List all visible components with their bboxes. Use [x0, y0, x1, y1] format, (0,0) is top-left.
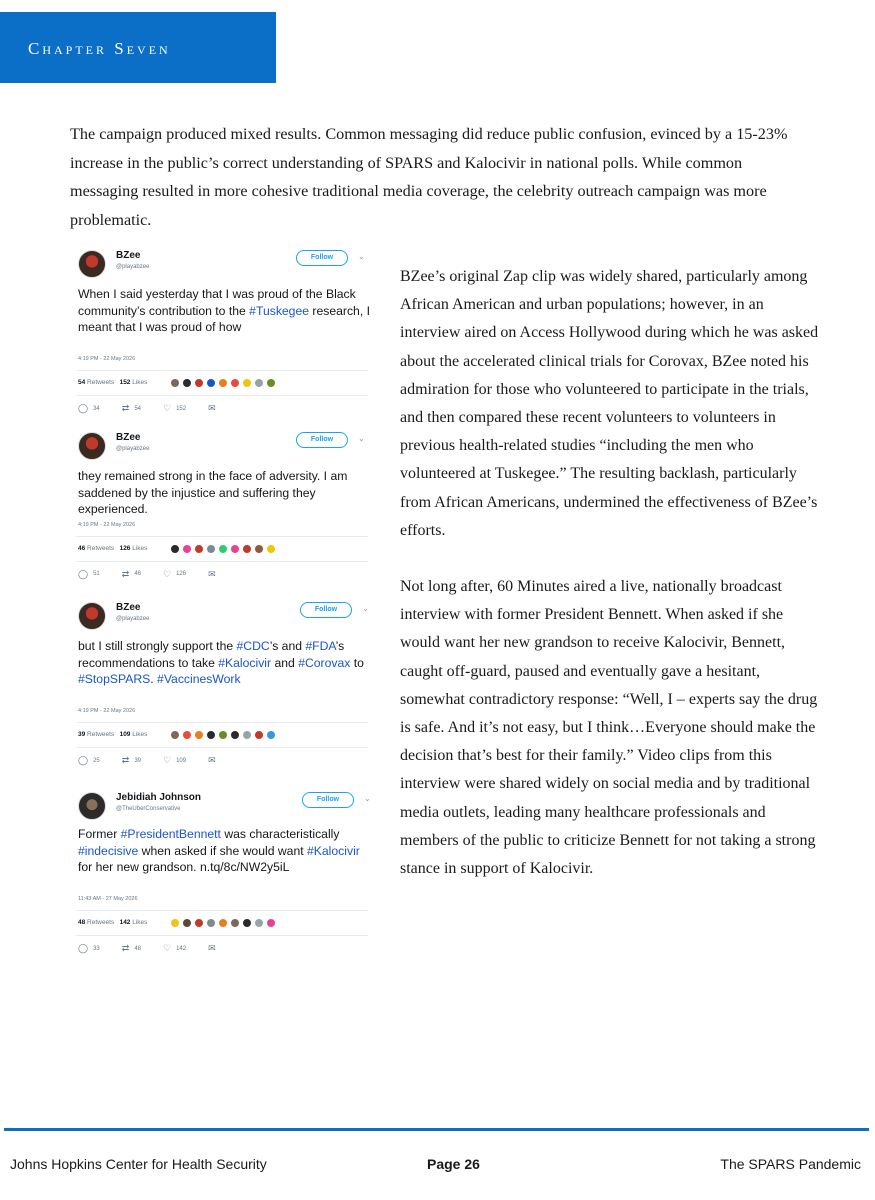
direct-message-button[interactable]: [208, 403, 216, 414]
like-button[interactable]: [163, 943, 186, 954]
likes-label: Likes: [132, 919, 148, 926]
hashtag-link[interactable]: #VaccinesWork: [157, 672, 241, 686]
follow-button[interactable]: Follow: [296, 250, 348, 266]
footer-document-title: The SPARS Pandemic: [720, 1156, 861, 1172]
tweet-card: [58, 240, 378, 417]
user-handle[interactable]: @TheUberConservative: [116, 806, 181, 812]
reply-icon: ◯: [78, 568, 89, 579]
retweet-count[interactable]: 48: [78, 919, 86, 926]
liker-avatar[interactable]: [266, 378, 276, 388]
like-button[interactable]: [163, 755, 186, 766]
like-action-count: 152: [176, 405, 187, 412]
tweet-text-segment: ’s recommendations to take: [78, 639, 345, 670]
divider: [76, 561, 368, 562]
side-paragraph-1: BZee’s original Zap clip was widely shared, particularly among African American and urban populations; however, in an interview aired on Access Hollywood during which he was asked about the accelerated clinical trials for Corovax, BZee noted his admiration for those who volunteered to participate in the trials, and then compared these recent volunteers to volunteers in previous health-related studies “including the men who volunteered at Tuskegee.” The resulting backlash, particularly from African Americans, undermined the effectiveness of BZee’s efforts.: [400, 268, 819, 539]
liker-avatar[interactable]: [266, 918, 276, 928]
hashtag-link[interactable]: #Kalocivir: [218, 655, 272, 670]
liker-avatars: [170, 730, 276, 740]
avatar[interactable]: [78, 602, 106, 630]
tweet-header: [58, 592, 378, 632]
divider: [76, 395, 368, 396]
chapter-banner: [0, 12, 276, 83]
reply-icon: ◯: [78, 403, 89, 413]
footer-organization: Johns Hopkins Center for Health Security: [10, 1156, 267, 1172]
tweet-text: [78, 638, 370, 688]
tweet-stats: [78, 545, 147, 552]
liker-avatar[interactable]: [182, 730, 192, 740]
reply-button[interactable]: [78, 943, 100, 954]
reply-count: 25: [93, 757, 100, 764]
liker-avatar[interactable]: [242, 730, 252, 740]
liker-avatar[interactable]: [230, 918, 240, 928]
user-handle[interactable]: @playabzee: [116, 264, 150, 270]
hashtag-link[interactable]: #FDA: [305, 639, 336, 653]
retweet-button[interactable]: [122, 403, 141, 414]
reply-count: 34: [93, 405, 100, 412]
divider: [76, 747, 368, 748]
user-handle[interactable]: @playabzee: [116, 446, 150, 452]
display-name[interactable]: BZee: [116, 250, 141, 261]
liker-avatar[interactable]: [218, 544, 228, 554]
avatar[interactable]: [78, 432, 106, 460]
liker-avatar[interactable]: [242, 544, 252, 554]
divider: [76, 370, 368, 371]
like-action-count: 126: [176, 571, 187, 577]
retweet-count[interactable]: 46: [78, 544, 86, 552]
side-column: [400, 263, 825, 883]
retweet-icon: ⇄: [121, 755, 130, 765]
divider: [76, 536, 368, 537]
tweet-text-segment: research, I meant that I was proud of how: [78, 303, 370, 334]
display-name[interactable]: Jebidiah Johnson: [116, 792, 202, 803]
chevron-down-icon[interactable]: ⌄: [358, 434, 365, 443]
liker-avatar[interactable]: [182, 544, 192, 554]
tweet-stats: [78, 919, 147, 926]
intro-paragraph: The campaign produced mixed results. Common messaging did reduce public confusion, evinced by a 15-23% increase in the public’s correct understanding of SPARS and Kalocivir in national polls. While common messaging resulted in more cohesive traditional media coverage, the celebrity outreach campaign was more problematic.: [70, 125, 788, 229]
tweet-timestamp[interactable]: 4:19 PM - 22 May 2026: [78, 521, 136, 528]
retweet-icon: ⇄: [121, 403, 130, 413]
hashtag-link[interactable]: #Tuskegee: [249, 303, 310, 318]
tweet-text: [78, 286, 370, 336]
tweet-text-segment: they remained strong in the face of adversity. I am saddened by the injustice and suffering they experienced.: [78, 469, 348, 516]
tweet-timestamp[interactable]: 4:19 PM - 22 May 2026: [78, 356, 136, 362]
liker-avatar[interactable]: [218, 730, 228, 740]
retweet-count[interactable]: 39: [78, 731, 86, 738]
like-count[interactable]: 126: [119, 544, 131, 552]
chevron-down-icon[interactable]: ⌄: [362, 604, 369, 613]
divider: [76, 722, 368, 723]
hashtag-link[interactable]: #StopSPARS: [78, 672, 151, 686]
liker-avatar[interactable]: [230, 730, 240, 740]
chevron-down-icon[interactable]: ⌄: [364, 794, 371, 803]
avatar[interactable]: [78, 792, 106, 820]
direct-message-button[interactable]: [208, 755, 216, 766]
liker-avatars: [170, 544, 276, 554]
direct-message-button[interactable]: [208, 943, 216, 954]
avatar[interactable]: [78, 250, 106, 278]
liker-avatar[interactable]: [206, 544, 216, 554]
direct-message-icon: ✉: [208, 403, 216, 413]
direct-message-icon: ✉: [208, 755, 216, 765]
liker-avatar[interactable]: [206, 378, 216, 388]
tweet-actions: [78, 943, 238, 954]
like-button[interactable]: [163, 403, 186, 414]
liker-avatars: [170, 378, 276, 388]
retweet-count[interactable]: 54: [78, 379, 86, 386]
liker-avatar[interactable]: [242, 378, 252, 388]
follow-button[interactable]: Follow: [296, 432, 348, 448]
follow-button[interactable]: Follow: [300, 602, 352, 618]
reply-button[interactable]: [78, 403, 100, 414]
retweet-button[interactable]: [122, 569, 141, 580]
like-count[interactable]: 109: [119, 731, 131, 738]
side-paragraph-2: Not long after, 60 Minutes aired a live, nationally broadcast interview with former President Bennett. When asked if she would want her new grandson to receive Kalocivir, Bennett, caught off-guard, paused and eventually gave a hesitant, somewhat contradictory response: “Well, I – experts say the drug is safe. And it’s not easy, but I think…Everyone should make the decision that’s best for their family.” Video clips from this interview were shared widely on social media and by traditional media outlets, leading many healthcare professionals and members of the public to criticize Bennett for not taking a strong stance in support of Kalocivir.: [400, 578, 818, 878]
tweet-header: [58, 782, 378, 822]
tweet-text: [78, 468, 370, 518]
direct-message-icon: ✉: [208, 943, 216, 953]
retweet-icon: ⇄: [121, 568, 130, 579]
liker-avatar[interactable]: [230, 544, 240, 554]
liker-avatar[interactable]: [194, 378, 204, 388]
tweet-card: [58, 592, 378, 769]
retweets-label: Retweets: [87, 731, 115, 738]
liker-avatar[interactable]: [266, 730, 276, 740]
tweet-card: [58, 782, 378, 957]
tweet-actions: [78, 403, 238, 414]
liker-avatar[interactable]: [182, 378, 192, 388]
liker-avatar[interactable]: [194, 730, 204, 740]
tweet-text-segment: Former: [78, 827, 121, 841]
liker-avatar[interactable]: [206, 918, 216, 928]
liker-avatar[interactable]: [254, 730, 264, 740]
retweet-action-count: 54: [134, 405, 141, 412]
reply-icon: ◯: [78, 755, 89, 765]
retweet-button[interactable]: [122, 755, 141, 766]
heart-icon: ♡: [163, 943, 172, 953]
liker-avatar[interactable]: [254, 544, 264, 554]
liker-avatar[interactable]: [170, 544, 180, 554]
divider: [76, 935, 368, 936]
footer-rule: [4, 1128, 869, 1131]
tweet-text-segment: but I still strongly support the: [78, 639, 237, 653]
hashtag-link[interactable]: #Kalocivir: [307, 843, 360, 858]
tweet-timestamp[interactable]: 4:19 PM - 22 May 2026: [78, 708, 136, 714]
liker-avatar[interactable]: [206, 730, 216, 740]
likes-label: Likes: [132, 544, 148, 552]
reply-button[interactable]: [78, 755, 100, 766]
retweet-button[interactable]: [122, 943, 141, 954]
reply-count: 51: [93, 571, 100, 577]
reply-button[interactable]: [78, 569, 100, 580]
heart-icon: ♡: [163, 403, 172, 413]
retweets-label: Retweets: [87, 379, 115, 386]
tweet-text-segment: to: [350, 655, 364, 670]
hashtag-link[interactable]: #PresidentBennett: [120, 827, 221, 841]
direct-message-icon: ✉: [208, 568, 216, 579]
heart-icon: ♡: [163, 755, 172, 765]
liker-avatar[interactable]: [170, 918, 180, 928]
chevron-down-icon[interactable]: ⌄: [358, 252, 365, 261]
retweets-label: Retweets: [87, 919, 115, 926]
hashtag-link[interactable]: #indecisive: [78, 843, 139, 858]
retweet-icon: ⇄: [121, 943, 130, 953]
like-button[interactable]: [163, 569, 186, 580]
liker-avatar[interactable]: [218, 918, 228, 928]
liker-avatar[interactable]: [194, 918, 204, 928]
tweet-card: [58, 422, 378, 583]
hashtag-link[interactable]: #Corovax: [298, 655, 351, 670]
like-action-count: 109: [176, 757, 187, 764]
tweet-text-segment: for her new grandson. n.tq/8c/NW2y5iL: [78, 860, 290, 874]
tweet-text-segment: .: [150, 672, 158, 686]
retweet-action-count: 46: [134, 571, 141, 577]
tweet-stats: [78, 731, 147, 738]
likes-label: Likes: [132, 379, 148, 386]
display-name[interactable]: BZee: [116, 432, 141, 443]
reply-count: 33: [93, 945, 100, 952]
tweet-header: [58, 422, 378, 462]
tweet-actions: [78, 755, 238, 766]
tweet-timestamp[interactable]: 11:43 AM - 27 May 2026: [78, 896, 138, 902]
liker-avatars: [170, 918, 276, 928]
user-handle[interactable]: @playabzee: [116, 616, 150, 622]
retweet-action-count: 39: [134, 757, 141, 764]
liker-avatar[interactable]: [230, 378, 240, 388]
tweet-text: [78, 826, 370, 876]
tweet-text-segment: was characteristically: [220, 827, 340, 841]
hashtag-link[interactable]: #CDC: [236, 639, 270, 653]
heart-icon: ♡: [163, 568, 172, 579]
liker-avatar[interactable]: [254, 918, 264, 928]
follow-button[interactable]: Follow: [302, 792, 354, 808]
divider: [76, 910, 368, 911]
tweet-header: [58, 240, 378, 280]
liker-avatar[interactable]: [266, 544, 276, 554]
like-count[interactable]: 142: [119, 919, 131, 926]
liker-avatar[interactable]: [194, 544, 204, 554]
liker-avatar[interactable]: [170, 378, 180, 388]
like-count[interactable]: 152: [119, 379, 131, 386]
tweet-stats: [78, 379, 147, 386]
liker-avatar[interactable]: [170, 730, 180, 740]
likes-label: Likes: [132, 731, 148, 738]
footer-page-number: Page 26: [427, 1156, 480, 1172]
liker-avatar[interactable]: [182, 918, 192, 928]
tweet-text-segment: and: [271, 655, 299, 670]
tweet-text-segment: when asked if she would want: [138, 843, 307, 858]
retweet-action-count: 48: [134, 945, 141, 952]
reply-icon: ◯: [78, 943, 89, 953]
display-name[interactable]: BZee: [116, 602, 141, 613]
tweet-text-segment: When I said yesterday that I was proud of the Black community’s contribution to the: [78, 287, 356, 318]
like-action-count: 142: [176, 945, 187, 952]
tweet-text-segment: ’s and: [269, 639, 306, 653]
retweets-label: Retweets: [87, 544, 115, 552]
liker-avatar[interactable]: [254, 378, 264, 388]
tweet-actions: [78, 569, 238, 580]
direct-message-button[interactable]: [208, 569, 216, 580]
liker-avatar[interactable]: [218, 378, 228, 388]
liker-avatar[interactable]: [242, 918, 252, 928]
chapter-label: Chapter Seven: [28, 39, 171, 58]
